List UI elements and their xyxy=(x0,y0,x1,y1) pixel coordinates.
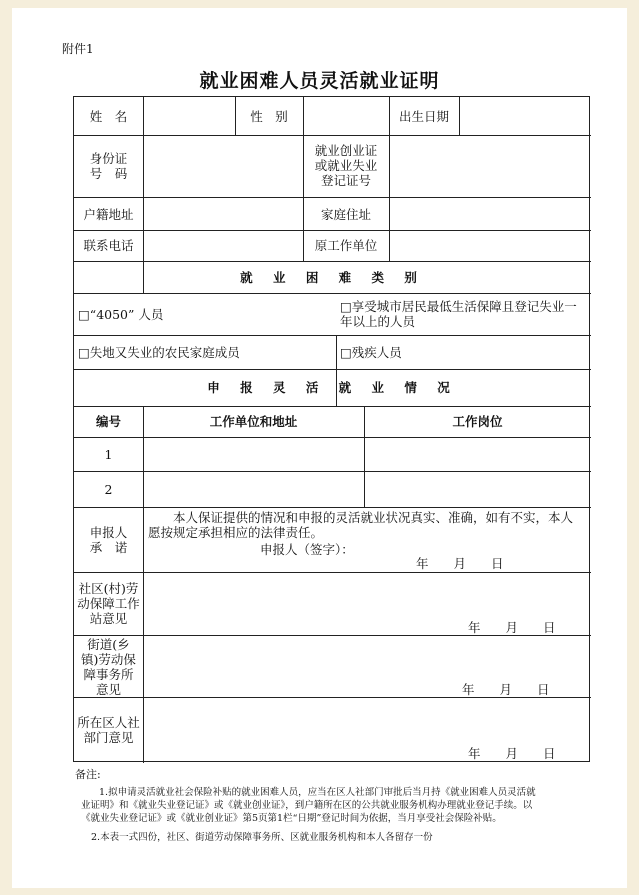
former-employer-label: 原工作单位 xyxy=(314,238,378,253)
pledge-signer: 申报人（签字）： xyxy=(260,542,354,557)
declare-section-title: 申 报 灵 活 就 业 情 况 xyxy=(207,380,458,395)
col-header-unit: 工作单位和地址 xyxy=(209,414,298,429)
district-opinion-label: 所在区人社 部门意见 xyxy=(77,715,140,745)
page-title: 就业困难人员灵活就业证明 xyxy=(199,70,440,92)
employment-cert-label: 就业创业证 或就业失业 登记证号 xyxy=(314,143,378,188)
note-1-line-1: 1.拟申请灵活就业社会保险补贴的就业困难人员，应当在区人社部门审批后当月持《就业困难人员灵活就 xyxy=(99,787,536,798)
pledge-label: 申报人 承 诺 xyxy=(89,525,128,555)
pledge-date: 年 月 日 xyxy=(416,556,504,571)
birth-date-label: 出生日期 xyxy=(398,109,449,124)
community-date: 年 月 日 xyxy=(468,620,556,635)
note-2: 2.本表一式四份，社区、街道劳动保障事务所、区就业服务机构和本人各留存一份 xyxy=(91,832,433,843)
household-label: 户籍地址 xyxy=(83,207,134,222)
attachment-label: 附件1 xyxy=(62,42,94,56)
category-4050: □“4050” 人员 xyxy=(78,307,164,322)
gender-label: 性 别 xyxy=(250,109,288,124)
notes-label: 备注: xyxy=(75,768,101,781)
street-opinion-label: 街道(乡 镇)劳动保 障事务所 意见 xyxy=(81,637,136,697)
category-low-income: □享受城市居民最低生活保障且登记失业一 年以上的人员 xyxy=(340,299,577,329)
certificate-form xyxy=(73,96,590,762)
phone-label: 联系电话 xyxy=(83,238,134,253)
category-landless: □失地又失业的农民家庭成员 xyxy=(78,345,240,360)
category-disabled: □残疾人员 xyxy=(340,345,402,360)
col-header-no: 编号 xyxy=(95,414,121,429)
community-opinion-label: 社区(村)劳 动保障工作 站意见 xyxy=(77,581,140,626)
name-label: 姓 名 xyxy=(89,109,128,124)
table-row-number: 2 xyxy=(104,482,113,497)
difficulty-section-title: 就 业 困 难 类 别 xyxy=(240,270,425,285)
home-address-label: 家庭住址 xyxy=(320,207,371,222)
district-date: 年 月 日 xyxy=(468,746,556,761)
pledge-text: 本人保证提供的情况和申报的灵活就业状况真实、准确，如有不实，本人愿按规定承担相应的法律责任。 xyxy=(148,510,574,540)
note-1-line-3: 《就业失业登记证》或《就业创业证》第5页第1栏“日期”登记时间为依据，当月享受社会保险补贴。 xyxy=(81,813,502,824)
col-header-post: 工作岗位 xyxy=(452,414,503,429)
street-date: 年 月 日 xyxy=(462,682,550,697)
table-row-number: 1 xyxy=(104,447,113,462)
note-1-line-2: 业证明》和《就业失业登记证》或《就业创业证》，到户籍所在区的公共就业服务机构办理就业登记手续。以 xyxy=(81,800,533,811)
id-number-label: 身份证 号 码 xyxy=(89,151,128,181)
